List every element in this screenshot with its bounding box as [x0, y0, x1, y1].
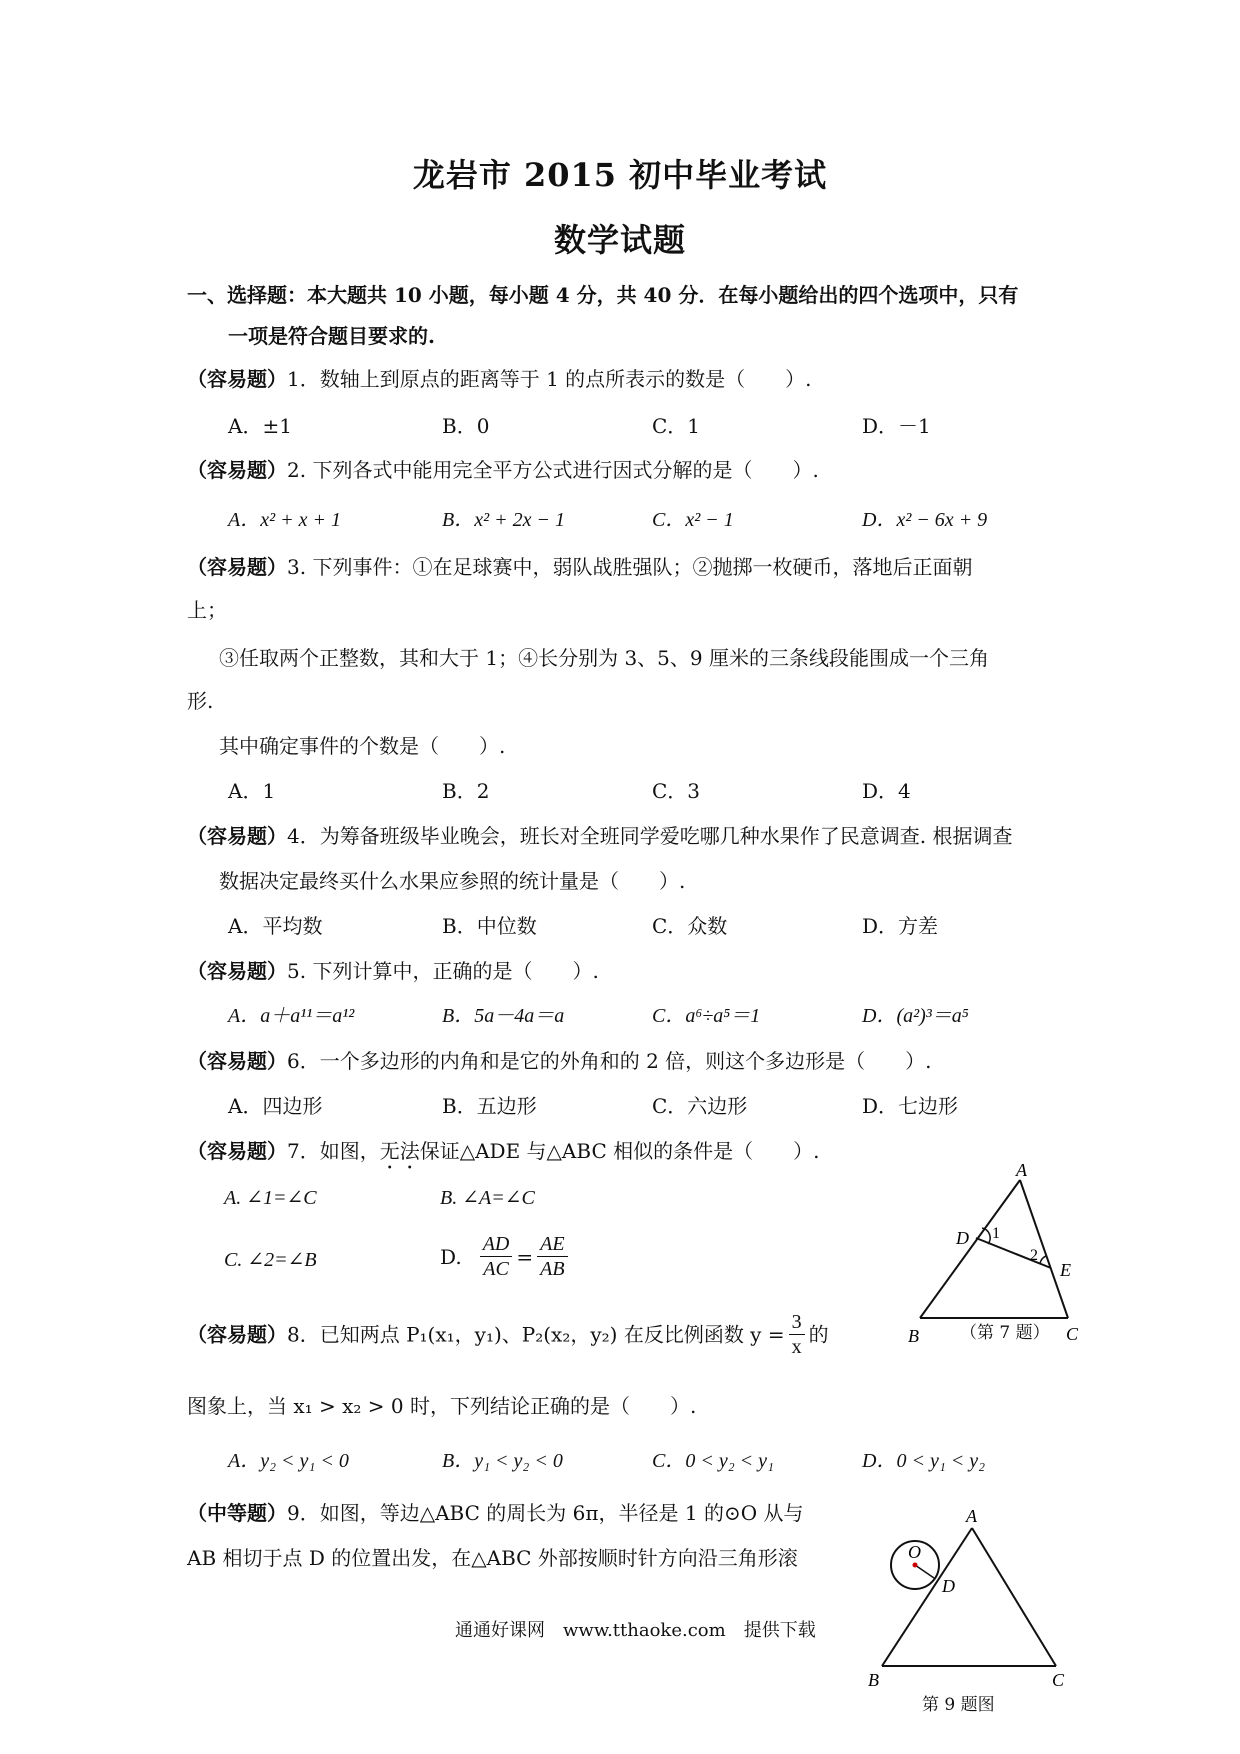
q6-option-d: D．七边形: [862, 1094, 959, 1118]
page-footer: 通通好课网 www.tthaoke.com 提供下载: [455, 1620, 816, 1641]
figure-9-caption: 第 9 题图: [922, 1695, 995, 1715]
question-stem: 3. 下列事件：①在足球赛中，弱队战胜强队；②抛掷一枚硬币，落地后正面朝: [287, 555, 973, 579]
fraction-numerator: AE: [537, 1232, 567, 1257]
q1-option-d: D．－1: [862, 414, 931, 438]
segment-ac: [1020, 1180, 1068, 1318]
question-stem: 2. 下列各式中能用完全平方公式进行因式分解的是（ ）.: [287, 458, 819, 482]
q3-line-3: ③任取两个正整数，其和大于 1；④长分别为 3、5、9 厘米的三条线段能围成一个三角: [219, 646, 989, 670]
q8-line-2: 图象上，当 x₁ > x₂ > 0 时，下列结论正确的是（ ）.: [187, 1394, 697, 1418]
label-b: B: [908, 1326, 919, 1346]
question-stem-post: 保证△ADE 与△ABC 相似的条件是（ ）.: [419, 1139, 820, 1163]
figure-7-caption: （第 7 题）: [960, 1323, 1050, 1343]
label-c: C: [1052, 1670, 1065, 1690]
radius-od: [915, 1565, 934, 1578]
question-stem: 4．为筹备班级毕业晚会，班长对全班同学爱吃哪几种水果作了民意调查. 根据调查: [287, 824, 1013, 848]
label-e: E: [1060, 1260, 1071, 1280]
q3-option-d: D．4: [862, 779, 911, 803]
question-stem: 5. 下列计算中，正确的是（ ）.: [287, 959, 599, 983]
fraction-denominator: AC: [483, 1258, 509, 1280]
question-4: [187, 823, 1012, 849]
q5-option-c: C．a⁶÷a⁵＝1: [652, 1005, 761, 1027]
fraction-ae-ab: [537, 1232, 567, 1281]
question-1: [187, 366, 812, 392]
question-6: [187, 1048, 932, 1074]
question-stem-emphasis: 无法: [379, 1139, 420, 1163]
segment-ab: [882, 1528, 972, 1666]
difficulty-tag: （容易题）: [187, 555, 287, 579]
question-5: [187, 958, 599, 984]
q7-option-d-label: D.: [440, 1244, 462, 1269]
q3-option-c: C．3: [652, 779, 701, 803]
q5-option-a: A．a＋a¹¹＝a¹²: [228, 1005, 355, 1027]
page-subtitle: 数学试题: [553, 221, 686, 259]
q8-option-a: A．y₂ < y₁ < 0: [228, 1450, 349, 1472]
angle-2-label: 2: [1030, 1247, 1038, 1264]
angle-2-arc: [1040, 1256, 1046, 1264]
section-instructions-line1: 一、选择题：本大题共 10 小题，每小题 4 分，共 40 分．在每小题给出的四个选项中，只有: [187, 283, 1019, 307]
question-9: [187, 1500, 803, 1526]
q1-option-a: A．±1: [228, 414, 292, 438]
q7-option-a: A. ∠1=∠C: [224, 1187, 317, 1209]
q7-option-c: C. ∠2=∠B: [224, 1249, 317, 1271]
q5-option-b: B．5a－4a＝a: [442, 1005, 565, 1027]
q2-option-d: D．x² − 6x + 9: [862, 509, 988, 531]
question-2: [187, 457, 819, 483]
question-3: [187, 554, 972, 580]
q7-option-d: [440, 1232, 572, 1281]
angle-1-label: 1: [992, 1225, 1000, 1242]
q1-option-b: B．0: [442, 414, 490, 438]
label-d: D: [956, 1228, 969, 1248]
segment-ac: [972, 1528, 1056, 1666]
question-8: [187, 1310, 829, 1359]
difficulty-tag: （容易题）: [187, 1049, 287, 1073]
label-d: D: [942, 1576, 955, 1596]
q3-option-b: B．2: [442, 779, 490, 803]
q3-line-2: 上；: [187, 598, 227, 622]
q2-option-c: C．x² − 1: [652, 509, 734, 531]
fraction-numerator: AD: [480, 1232, 513, 1257]
q5-option-d: D．(a²)³＝a⁵: [862, 1005, 969, 1027]
question-stem-post: 的: [808, 1322, 829, 1347]
q6-option-c: C．六边形: [652, 1094, 748, 1118]
q3-option-a: A．1: [228, 779, 276, 803]
label-c: C: [1066, 1324, 1079, 1344]
label-b: B: [868, 1670, 879, 1690]
page-title: 龙岩市 2015 初中毕业考试: [412, 156, 828, 194]
center-point-o: [913, 1563, 918, 1568]
q4-line-2: 数据决定最终买什么水果应参照的统计量是（ ）.: [219, 869, 686, 893]
q2-option-b: B．x² + 2x − 1: [442, 509, 565, 531]
difficulty-tag: （容易题）: [187, 367, 287, 391]
section-instructions-line2: 一项是符合题目要求的.: [228, 324, 435, 348]
difficulty-tag: （容易题）: [187, 959, 287, 983]
q8-option-d: D．0 < y₁ < y₂: [862, 1450, 986, 1472]
question-stem-pre: 7．如图，: [287, 1139, 380, 1163]
q2-option-a: A．x² + x + 1: [228, 509, 341, 531]
label-a: A: [966, 1506, 977, 1526]
difficulty-tag: （容易题）: [187, 1139, 287, 1163]
question-stem: 6．一个多边形的内角和是它的外角和的 2 倍，则这个多边形是（ ）.: [287, 1049, 932, 1073]
label-o: O: [908, 1542, 921, 1562]
difficulty-tag: （容易题）: [187, 458, 287, 482]
q3-line-4: 形.: [187, 689, 214, 713]
label-a: A: [1016, 1160, 1027, 1180]
q1-option-c: C．1: [652, 414, 701, 438]
fraction-denominator: AB: [540, 1258, 565, 1280]
q6-option-a: A．四边形: [228, 1094, 323, 1118]
q9-line-2: AB 相切于点 D 的位置出发，在△ABC 外部按顺时针方向沿三角形滚: [187, 1546, 798, 1570]
q7-option-b: B. ∠A=∠C: [440, 1187, 535, 1209]
fraction-ad-ac: [480, 1232, 513, 1281]
q4-option-c: C．众数: [652, 914, 728, 938]
q3-line-5: 其中确定事件的个数是（ ）.: [219, 734, 506, 758]
difficulty-tag: （容易题）: [187, 824, 287, 848]
q4-option-a: A．平均数: [228, 914, 323, 938]
difficulty-tag: （中等题）: [187, 1501, 287, 1525]
difficulty-tag: （容易题）: [187, 1322, 287, 1347]
q8-option-b: B．y₁ < y₂ < 0: [442, 1450, 563, 1472]
q4-option-d: D．方差: [862, 914, 939, 938]
q4-option-b: B．中位数: [442, 914, 537, 938]
q8-option-c: C．0 < y₂ < y₁: [652, 1450, 774, 1472]
question-stem-pre: 8．已知两点 P₁(x₁，y₁)、P₂(x₂，y₂) 在反比例函数 y =: [287, 1322, 785, 1347]
question-stem: 9．如图，等边△ABC 的周长为 6π，半径是 1 的⊙O 从与: [287, 1501, 804, 1525]
fraction-3-over-x: [789, 1310, 805, 1359]
q6-option-b: B．五边形: [442, 1094, 537, 1118]
fraction-numerator: 3: [789, 1310, 805, 1335]
question-7: [187, 1138, 819, 1174]
q9-triangle-circle-figure: [860, 1500, 1100, 1690]
fraction-denominator: x: [791, 1336, 802, 1358]
equals-sign: =: [516, 1244, 534, 1269]
question-stem: 1．数轴上到原点的距离等于 1 的点所表示的数是（ ）.: [287, 367, 812, 391]
